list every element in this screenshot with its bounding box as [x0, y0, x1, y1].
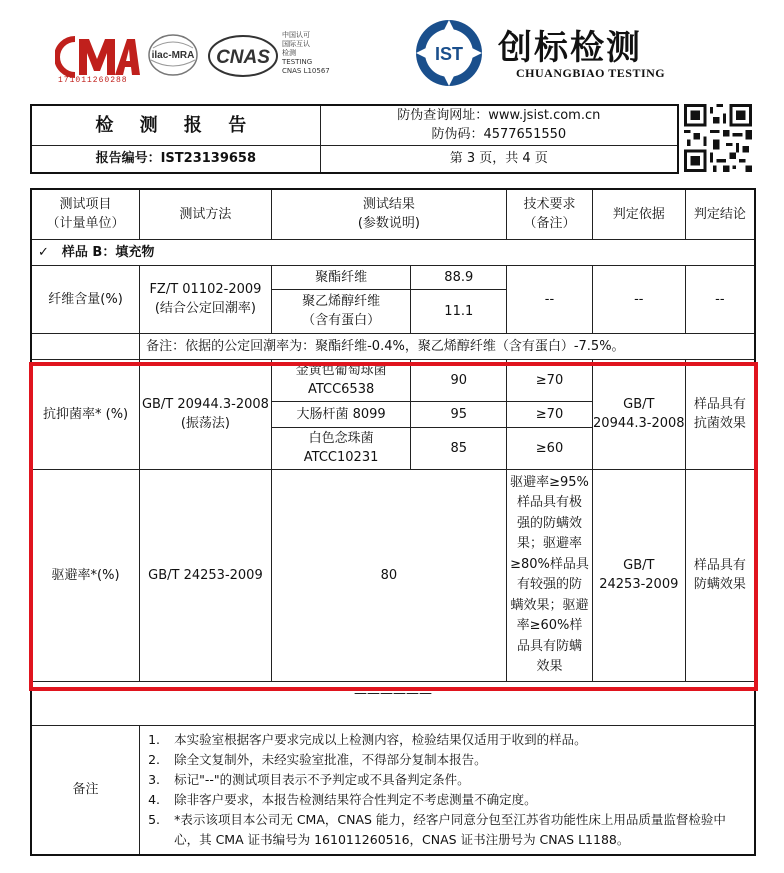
remark-item: 2. 除全文复制外，未经实验室批准，不得部分复制本报告。 [148, 751, 487, 767]
highlight-box [29, 362, 758, 691]
fiber-item: 纤维含量(%) [31, 265, 140, 333]
ist-logo-text: IST [434, 44, 464, 64]
repellent-item: 驱避率*(%) [31, 469, 140, 681]
ist-logo [414, 18, 484, 88]
bacteria-name: 金黄色葡萄球菌 ATCC6538 [271, 359, 411, 401]
fiber-conclusion: -- [685, 265, 755, 333]
remarks-label: 备注 [31, 725, 140, 855]
page-info: 第 3 页，共 4 页 [320, 145, 678, 173]
bacteria-requirement: ≥70 [507, 359, 593, 401]
fiber-basis: -- [592, 265, 685, 333]
qr-code [684, 104, 752, 172]
antibacterial-method: GB/T 20944.3-2008 (振荡法) [140, 359, 272, 469]
svg-text:ilac-MRA: ilac-MRA [151, 50, 195, 61]
bacteria-value: 90 [411, 359, 507, 401]
fiber-component: 聚酯纤维 [271, 265, 411, 289]
fiber-requirement: -- [507, 265, 593, 333]
cma-number: 171011260288 [58, 76, 128, 85]
repellent-value: 80 [271, 469, 506, 681]
bacteria-name: 大肠杆菌 8099 [271, 401, 411, 427]
report-title: 检 测 报 告 [31, 105, 320, 145]
remark-item: 5. *表示该项目本公司无 CMA，CNAS 能力，经客户同意分包至江苏省功能性床上用品质量监督检验中心，其 CMA 证书编号为 161011260516，CNAS 证书注册号为 CNAS L1188。 [148, 811, 726, 847]
fiber-value: 88.9 [411, 265, 507, 289]
anti-fake-info [320, 105, 678, 145]
blank-dash: —————— [31, 681, 755, 725]
antibacterial-basis: GB/T 20944.3-2008 [592, 359, 685, 469]
repellent-conclusion: 样品具有 防螨效果 [685, 469, 755, 681]
fiber-note: 备注：依据的公定回潮率为：聚酯纤维-0.4%，聚乙烯醇纤维（含有蛋白）-7.5%。 [140, 333, 755, 359]
ilac-mra-logo [147, 32, 199, 78]
repellent-requirement: 驱避率≥95% 样品具有极 强的防螨效 果；驱避率 ≥80%样品具 有较强的防 螨效果；驱避 率≥60%样 品具有防螨 效果 [507, 469, 593, 681]
table-row [31, 265, 755, 289]
remarks-list [140, 725, 755, 855]
anti-fake-code: 防伪码：4577651550 [431, 127, 567, 143]
fiber-method: FZ/T 01102-2009 (结合公定回潮率) [140, 265, 272, 333]
table-header-row [31, 189, 755, 239]
report-header-box [30, 104, 679, 174]
brand-name-en: CHUANGBIAO TESTING [516, 66, 666, 80]
header-item: 测试项目 （计量单位） [31, 189, 140, 239]
header-conclusion: 判定结论 [685, 189, 755, 239]
brand-name-cn: 创标检测 [498, 28, 642, 68]
report-number: 报告编号：IST23139658 [31, 145, 320, 173]
bacteria-name: 白色念珠菌 ATCC10231 [271, 427, 411, 469]
cnas-logo [208, 34, 278, 78]
sample-label: ✓ 样品 B：填充物 [31, 239, 755, 265]
fiber-component: 聚乙烯醇纤维 （含有蛋白） [271, 289, 411, 333]
bacteria-requirement: ≥70 [507, 401, 593, 427]
repellent-method: GB/T 24253-2009 [140, 469, 272, 681]
bacteria-value: 85 [411, 427, 507, 469]
antibacterial-conclusion: 样品具有 抗菌效果 [685, 359, 755, 469]
header-basis: 判定依据 [592, 189, 685, 239]
header-method: 测试方法 [140, 189, 272, 239]
antibacterial-item: 抗抑菌率* (%) [31, 359, 140, 469]
remark-item: 4. 除非客户要求，本报告检测结果符合性判定不考虑测量不确定度。 [148, 791, 537, 807]
remark-item: 3. 标记"--"的测试项目表示不予判定或不具备判定条件。 [148, 771, 470, 787]
remark-item: 1. 本实验室根据客户要求完成以上检测内容，检验结果仅适用于收到的样品。 [148, 731, 587, 747]
header-requirement: 技术要求 （备注） [507, 189, 593, 239]
bacteria-requirement: ≥60 [507, 427, 593, 469]
anti-fake-url: 防伪查询网址：www.jsist.com.cn [397, 108, 601, 124]
fiber-value: 11.1 [411, 289, 507, 333]
cnas-accreditation-text: 中国认可 国际互认 检测 TESTING CNAS L10567 [282, 31, 330, 75]
bacteria-value: 95 [411, 401, 507, 427]
repellent-basis: GB/T 24253-2009 [592, 469, 685, 681]
header-result: 测试结果 (参数说明) [271, 189, 506, 239]
svg-text:CNAS: CNAS [216, 47, 270, 68]
